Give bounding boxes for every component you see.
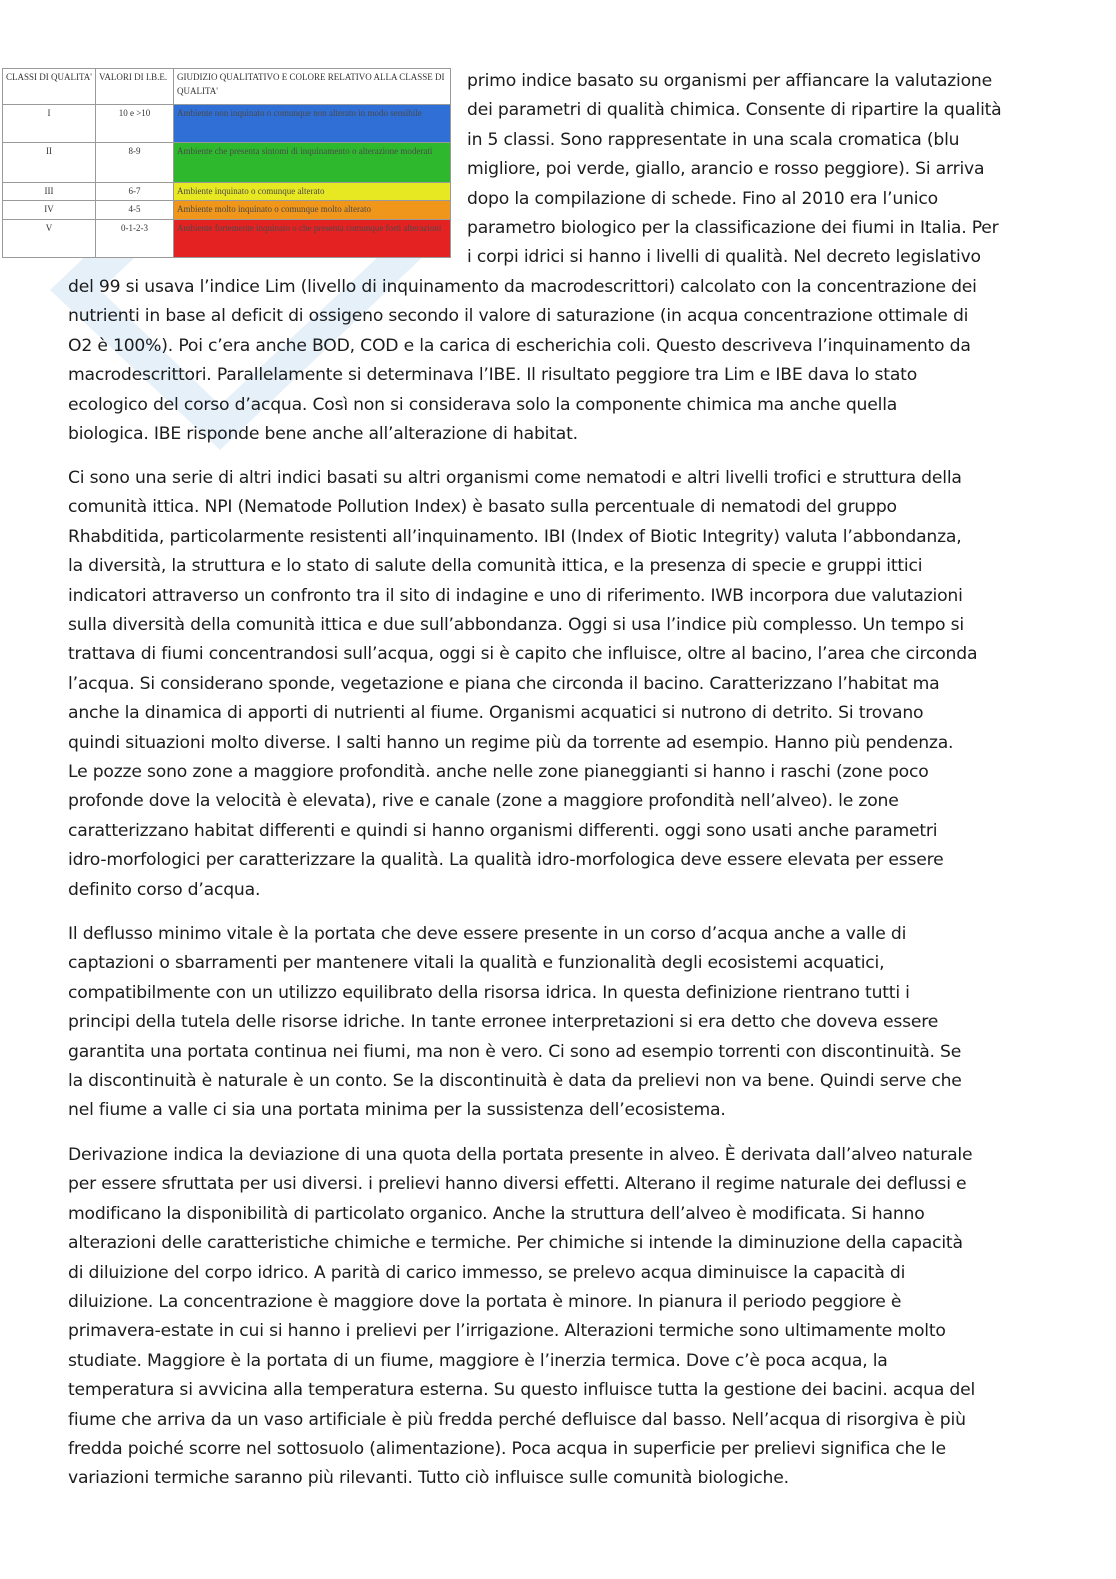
judgement-cell: Ambiente inquinato o comunque alterato <box>174 182 451 201</box>
paragraph-derivazione <box>68 1141 975 1494</box>
text-line: dopo la compilazione di schede. Fino al 2010 era l’unico <box>467 188 938 209</box>
text-line: compatibilmente con un utilizzo equilibrato della risorsa idrica. In questa definizione rientrano tutti i <box>68 982 910 1003</box>
text-line: diluizione. La concentrazione è maggiore dove la portata è minore. In pianura il periodo peggiore è <box>68 1292 902 1313</box>
class-cell: III <box>3 182 96 201</box>
paragraph-lim-ibe <box>68 273 977 449</box>
value-cell: 4-5 <box>96 201 174 220</box>
text-line: fiume che arriva da un vaso artificiale è più fredda perché defluisce dal basso. Nell’acqua di risorgiva è più <box>68 1409 966 1430</box>
text-line: parametro biologico per la classificazione dei fiumi in Italia. Per <box>467 218 999 239</box>
value-cell: 0-1-2-3 <box>96 220 174 258</box>
text-line: in 5 classi. Sono rappresentate in una scala cromatica (blu <box>467 129 960 150</box>
text-line: garantita una portata continua nei fiumi, ma non è vero. Ci sono ad esempio torrenti con discontinuità. Se <box>68 1041 962 1062</box>
text-line: principi della tutela delle risorse idriche. In tante erronee interpretazioni si era detto che doveva essere <box>68 1012 939 1033</box>
text-line: Derivazione indica la deviazione di una quota della portata presente in alveo. È derivata dall’alveo naturale <box>68 1145 973 1165</box>
class-cell: II <box>3 142 96 182</box>
class-cell: I <box>3 105 96 143</box>
class-cell: IV <box>3 201 96 220</box>
text-line: nel fiume a valle ci sia una portata minima per la sussistenza dell’ecosistema. <box>68 1100 726 1121</box>
table-row <box>3 105 451 143</box>
text-line: alterazioni delle caratteristiche chimiche e termiche. Per chimiche si intende la diminuzione della capacità <box>68 1233 963 1254</box>
text-line: anche la dinamica di apporti di nutrienti al fiume. Organismi acquatici si nutrono di detrito. Si trovano <box>68 703 924 724</box>
text-line: definito corso d’acqua. <box>68 879 261 900</box>
wrap-paragraph <box>467 67 1002 273</box>
text-line: la diversità, la struttura e lo stato di salute della comunità ittica, e la presenza di specie e gruppi ittici <box>68 556 923 577</box>
table-row <box>3 142 451 182</box>
text-line: profonde dove la velocità è elevata), rive e canale (zone a maggiore profondità nell’alveo). le zone <box>68 791 899 812</box>
value-cell: 8-9 <box>96 142 174 182</box>
text-line: temperatura si avvicina alla temperatura esterna. Su questo influisce tutta la gestione dei bacini. acqua del <box>68 1380 976 1401</box>
text-line: migliore, poi verde, giallo, arancio e rosso peggiore). Si arriva <box>467 159 985 180</box>
paragraph-deflusso-minimo-vitale <box>68 920 962 1126</box>
text-line: primavera-estate in cui si hanno i prelievi per l’irrigazione. Alterazioni termiche sono ultimamente molto <box>68 1321 946 1342</box>
text-line: biologica. IBE risponde bene anche all’alterazione di habitat. <box>68 424 578 445</box>
table-row <box>3 182 451 201</box>
class-cell: V <box>3 220 96 258</box>
text-line: di diluizione del corpo idrico. A parità di carico immesso, se prelevo acqua diminuisce la capacità di <box>68 1262 906 1283</box>
text-line: sulla diversità della comunità ittica e due sull’abbondanza. Oggi si usa l’indice più complesso. Un tempo si <box>68 615 964 636</box>
text-line: Le pozze sono zone a maggiore profondità. anche nelle zone pianeggianti si hanno i raschi (zone poco <box>68 762 929 783</box>
text-line: ecologico del corso d’acqua. Così non si considerava solo la componente chimica ma anche quella <box>68 394 898 415</box>
text-line: macrodescrittori. Parallelamente si determinava l’IBE. Il risultato peggiore tra Lim e IBE dava lo stato <box>68 365 918 386</box>
text-line: Ci sono una serie di altri indici basati su altri organismi come nematodi e altri livelli trofici e struttura della <box>68 468 962 488</box>
text-line: del 99 si usava l’indice Lim (livello di inquinamento da macrodescrittori) calcolato con la concentrazione dei <box>68 277 977 297</box>
text-line: primo indice basato su organismi per affiancare la valutazione <box>467 71 992 91</box>
header-giudizio: GIUDIZIO QUALITATIVO E COLORE RELATIVO ALLA CLASSE DI QUALITA' <box>174 69 451 105</box>
header-valori: VALORI DI I.B.E. <box>96 69 174 105</box>
text-line: trattava di fiumi concentrandosi sull’acqua, oggi si è capito che influisce, oltre al bacino, l’area che circonda <box>68 644 978 665</box>
text-line: Rhabditida, particolarmente resistenti all’inquinamento. IBI (Index of Biotic Integrity) valuta l’abbondanza, <box>68 526 962 547</box>
text-line: l’acqua. Si considerano sponde, vegetazione e piana che circonda il bacino. Caratterizzano l’habitat ma <box>68 673 940 694</box>
text-line: fredda poiché scorre nel sottosuolo (alimentazione). Poca acqua in superficie per prelievi significa che le <box>68 1439 946 1460</box>
value-cell: 6-7 <box>96 182 174 201</box>
text-line: modificano la disponibilità di particolato organico. Anche la struttura dell’alveo è modificata. Si hanno <box>68 1203 925 1224</box>
text-line: captazioni o sbarramenti per mantenere vitali la qualità e funzionalità degli ecosistemi acquatici, <box>68 953 885 974</box>
text-line: caratterizzano habitat differenti e quindi si hanno organismi differenti. oggi sono usati anche parametri <box>68 820 938 841</box>
judgement-cell: Ambiente fortemente inquinato o che presenta comunque forti alterazioni <box>174 220 451 258</box>
text-line: Il deflusso minimo vitale è la portata che deve essere presente in un corso d’acqua anche a valle di <box>68 924 907 944</box>
paragraph-altri-indici <box>68 464 977 905</box>
table-row <box>3 201 451 220</box>
table-row <box>3 220 451 258</box>
text-line: comunità ittica. NPI (Nematode Pollution Index) è basato sulla percentuale di nematodi del gruppo <box>68 497 897 518</box>
text-line: O2 è 100%). Poi c’era anche BOD, COD e la carica di escherichia coli. Questo descriveva l’inquinamento da <box>68 335 971 356</box>
text-line: dei parametri di qualità chimica. Consente di ripartire la qualità <box>467 100 1002 121</box>
text-line: nutrienti in base al deficit di ossigeno secondo il valore di saturazione (in acqua concentrazione ottimale di <box>68 306 969 327</box>
text-line: studiate. Maggiore è la portata di un fiume, maggiore è l’inerzia termica. Dove c’è poca acqua, la <box>68 1350 888 1371</box>
text-line: la discontinuità è naturale è un conto. Se la discontinuità è data da prelievi non va bene. Quindi serve che <box>68 1071 962 1092</box>
judgement-cell: Ambiente molto inquinato o comunque molto alterato <box>174 201 451 220</box>
judgement-cell: Ambiente non inquinato o comunque non alterato in modo sensibile <box>174 105 451 143</box>
header-classi: CLASSI DI QUALITA' <box>3 69 96 105</box>
text-line: i corpi idrici si hanno i livelli di qualità. Nel decreto legislativo <box>467 247 981 268</box>
value-cell: 10 e >10 <box>96 105 174 143</box>
text-line: indicatori attraverso un confronto tra il sito di indagine e uno di riferimento. IWB incorpora due valutazioni <box>68 585 963 606</box>
text-line: idro-morfologici per caratterizzare la qualità. La qualità idro-morfologica deve essere elevata per essere <box>68 850 944 871</box>
ibe-quality-table <box>2 68 451 258</box>
text-line: per essere sfruttata per usi diversi. i prelievi hanno diversi effetti. Alterano il regime naturale dei deflussi e <box>68 1174 967 1195</box>
judgement-cell: Ambiente che presenta sintomi di inquinamento o alterazione moderati <box>174 142 451 182</box>
text-line: variazioni termiche saranno più rilevanti. Tutto ciò influisce sulle comunità biologiche. <box>68 1468 789 1489</box>
text-line: quindi situazioni molto diverse. I salti hanno un regime più da torrente ad esempio. Hanno più pendenza. <box>68 732 954 753</box>
